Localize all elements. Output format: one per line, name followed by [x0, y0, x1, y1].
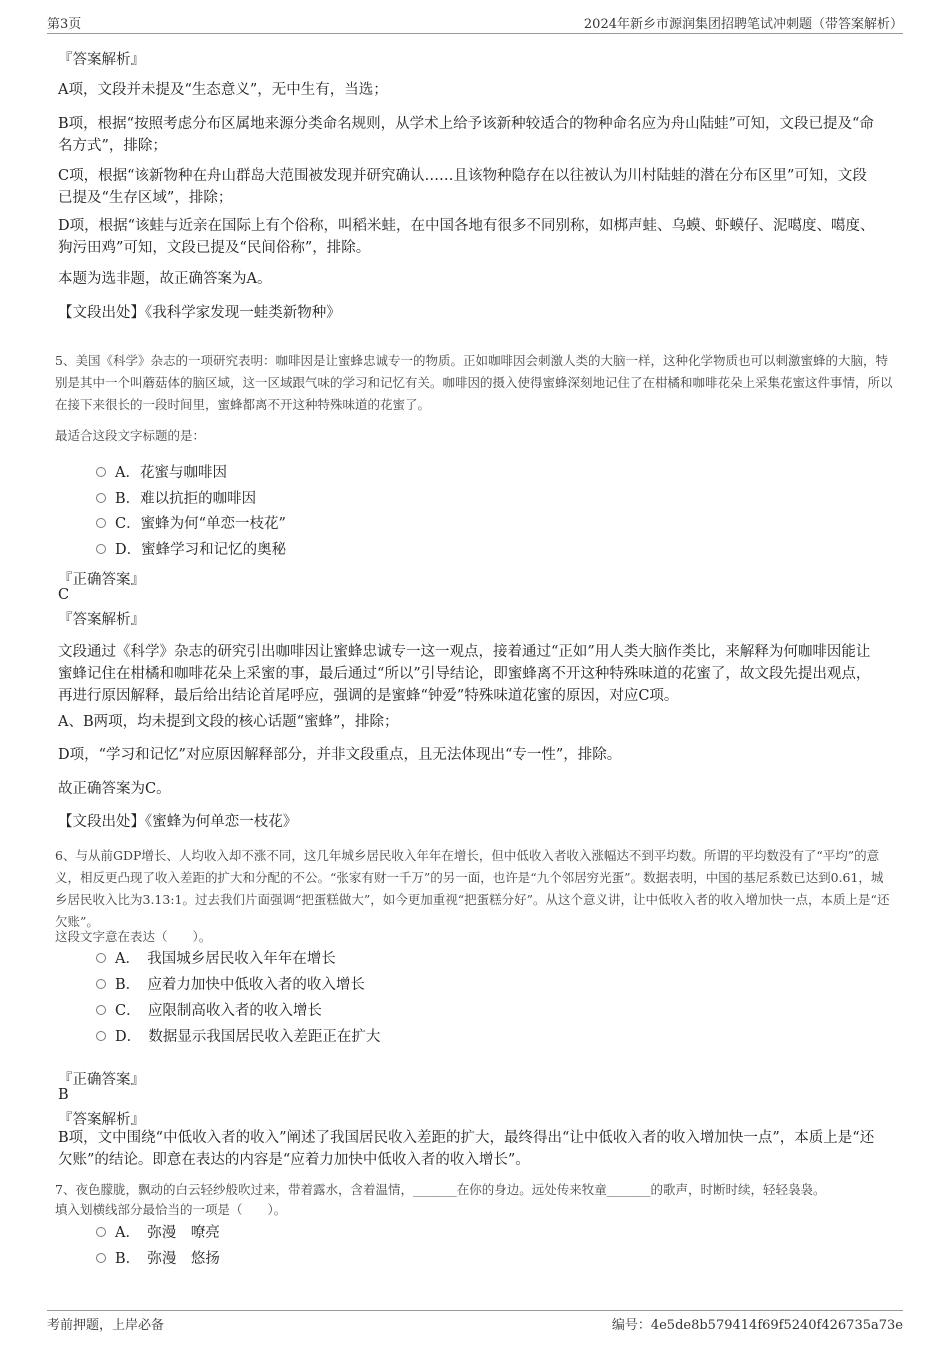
- option-label: C．蜜蜂为何“单恋一枝花”: [115, 516, 286, 532]
- q6-stem: 6、与从前GDP增长、人均收入却不涨不同，这几年城乡居民收入年年在增长，但中低收入者收入涨幅达不到平均数。所谓的平均数没有了“平均”的意义，相反更凸现了收入差距的扩大和分配的不公。“张家有财一千万”的另一面，也许是“九个邻居穷光蛋”。数据表明，中国的基尼系数已达到0.61，城乡居民收入比为3.13:1。过去我们片面强调“把蛋糕做大”，如今更加重视“把蛋糕分好”。从这个意义讲，让中低收入者的收入增加快一点，本质上是“还欠账”。: [55, 848, 890, 929]
- q5-conclusion: 故正确答案为C。: [58, 781, 171, 797]
- option-label: B． 弥漫 悠扬: [115, 1251, 220, 1267]
- option-label: C． 应限制高收入者的收入增长: [115, 1003, 322, 1019]
- q5-analysis-label: 『答案解析』: [58, 612, 145, 628]
- option-label: A．花蜜与咖啡因: [115, 465, 227, 481]
- q6-analysis: B项，文中围绕“中低收入者的收入”阐述了我国居民收入差距的扩大，最终得出“让中低收入者的收入增加快一点”，本质上是“还欠账”的结论。即意在表达的内容是“应着力加快中低收入者的收入增长”。: [58, 1130, 875, 1168]
- q5-question: 最适合这段文字标题的是：: [55, 428, 206, 443]
- radio-icon[interactable]: [96, 1031, 106, 1041]
- q5-option-c[interactable]: [96, 513, 286, 535]
- document-title: 2024年新乡市源润集团招聘笔试冲刺题（带答案解析）: [583, 17, 903, 32]
- radio-icon[interactable]: [96, 544, 106, 554]
- option-label: A． 弥漫 嘹亮: [115, 1225, 220, 1241]
- q4-analysis-label: 『答案解析』: [58, 52, 145, 68]
- radio-icon[interactable]: [96, 979, 106, 989]
- q6-question: 这段文字意在表达（ ）。: [55, 929, 212, 944]
- radio-icon[interactable]: [96, 1005, 106, 1015]
- q4-analysis-b: B项，根据“按照考虑分布区属地来源分类命名规则，从学术上给予该新种较适合的物种命名应为舟山陆蛙”可知，文段已提及“命名方式”，排除；: [58, 116, 874, 154]
- radio-icon[interactable]: [96, 467, 106, 477]
- q6-answer-label: 『正确答案』: [58, 1072, 145, 1088]
- q6-analysis-label: 『答案解析』: [58, 1112, 145, 1128]
- option-label: A． 我国城乡居民收入年年在增长: [115, 951, 336, 967]
- option-label: D．蜜蜂学习和记忆的奥秘: [115, 542, 287, 558]
- radio-icon[interactable]: [96, 518, 106, 528]
- q6-option-d[interactable]: [96, 1026, 380, 1048]
- q5-option-a[interactable]: [96, 462, 227, 484]
- option-label: B．难以抗拒的咖啡因: [115, 491, 257, 507]
- radio-icon[interactable]: [96, 493, 106, 503]
- radio-icon[interactable]: [96, 953, 106, 963]
- document-code: 编号：4e5de8b579414f69f5240f426735a73e: [611, 1318, 903, 1333]
- q7-stem: 7、夜色朦胧，飘动的白云轻纱般吹过来，带着露水，含着温情，_______在你的身边。远处传来牧童_______的歌声，时断时续，轻轻袅袅。: [55, 1182, 826, 1197]
- radio-icon[interactable]: [96, 1227, 106, 1237]
- page-number: 第3页: [47, 17, 82, 32]
- footer-slogan: 考前押题，上岸必备: [47, 1318, 165, 1333]
- q5-answer: C: [58, 587, 70, 603]
- q7-option-a[interactable]: [96, 1222, 220, 1244]
- q7-option-b[interactable]: [96, 1248, 220, 1270]
- option-label: D． 数据显示我国居民收入差距正在扩大: [115, 1029, 381, 1045]
- header-divider: [47, 33, 903, 34]
- q5-analysis-d: D项，“学习和记忆”对应原因解释部分，并非文段重点，且无法体现出“专一性”，排除。: [58, 747, 622, 763]
- q4-conclusion: 本题为选非题，故正确答案为A。: [58, 271, 272, 287]
- footer-divider: [47, 1310, 903, 1311]
- q4-analysis-c: C项，根据“该新物种在舟山群岛大范围被发现并研究确认……且该物种隐存在以往被认为川村陆蛙的潜在分布区里”可知，文段已提及“生存区域”，排除；: [58, 168, 867, 206]
- q5-analysis-main: 文段通过《科学》杂志的研究引出咖啡因让蜜蜂忠诚专一这一观点，接着通过“正如”用人类大脑作类比，来解释为何咖啡因能让蜜蜂记住在柑橘和咖啡花朵上采蜜的事，最后通过“所以”引导结论，即蜜蜂离不开这种特殊味道的花蜜了，故文段先提出观点，再进行原因解释，最后给出结论首尾呼应，强调的是蜜蜂“钟爱”特殊味道花蜜的原因，对应C项。: [58, 644, 871, 704]
- q5-answer-label: 『正确答案』: [58, 572, 145, 588]
- option-label: B． 应着力加快中低收入者的收入增长: [115, 977, 365, 993]
- q5-analysis-ab: A、B两项，均未提到文段的核心话题“蜜蜂”，排除；: [58, 714, 399, 730]
- q6-answer: B: [58, 1087, 69, 1103]
- q5-option-d[interactable]: [96, 539, 286, 561]
- q4-analysis-a: A项，文段并未提及“生态意义”，无中生有，当选；: [58, 82, 388, 98]
- q5-stem: 5、美国《科学》杂志的一项研究表明：咖啡因是让蜜蜂忠诚专一的物质。正如咖啡因会刺激人类的大脑一样，这种化学物质也可以刺激蜜蜂的大脑，特别是其中一个叫蘑菇体的脑区域，这一区域跟气味的学习和记忆有关。咖啡因的摄入使得蜜蜂深刻地记住了在柑橘和咖啡花朵上采集花蜜这件事情，所以在接下来很长的一段时间里，蜜蜂都离不开这种特殊味道的花蜜了。: [55, 353, 893, 412]
- q5-option-b[interactable]: [96, 488, 256, 510]
- radio-icon[interactable]: [96, 1253, 106, 1263]
- q6-option-b[interactable]: [96, 974, 365, 996]
- q5-source: 【文段出处】《蜜蜂为何单恋一枝花》: [58, 814, 298, 830]
- q6-option-c[interactable]: [96, 1000, 322, 1022]
- q4-source: 【文段出处】《我科学家发现一蛙类新物种》: [58, 305, 341, 321]
- q7-question: 填入划横线部分最恰当的一项是（ ）。: [55, 1202, 287, 1217]
- q4-analysis-d: D项，根据“该蛙与近亲在国际上有个俗称，叫稻米蛙，在中国各地有很多不同别称，如梆声蛙、乌蟆、虾蟆仔、泥噶度、噶度、狗污田鸡”可知，文段已提及“民间俗称”，排除。: [58, 218, 875, 256]
- q6-option-a[interactable]: [96, 948, 336, 970]
